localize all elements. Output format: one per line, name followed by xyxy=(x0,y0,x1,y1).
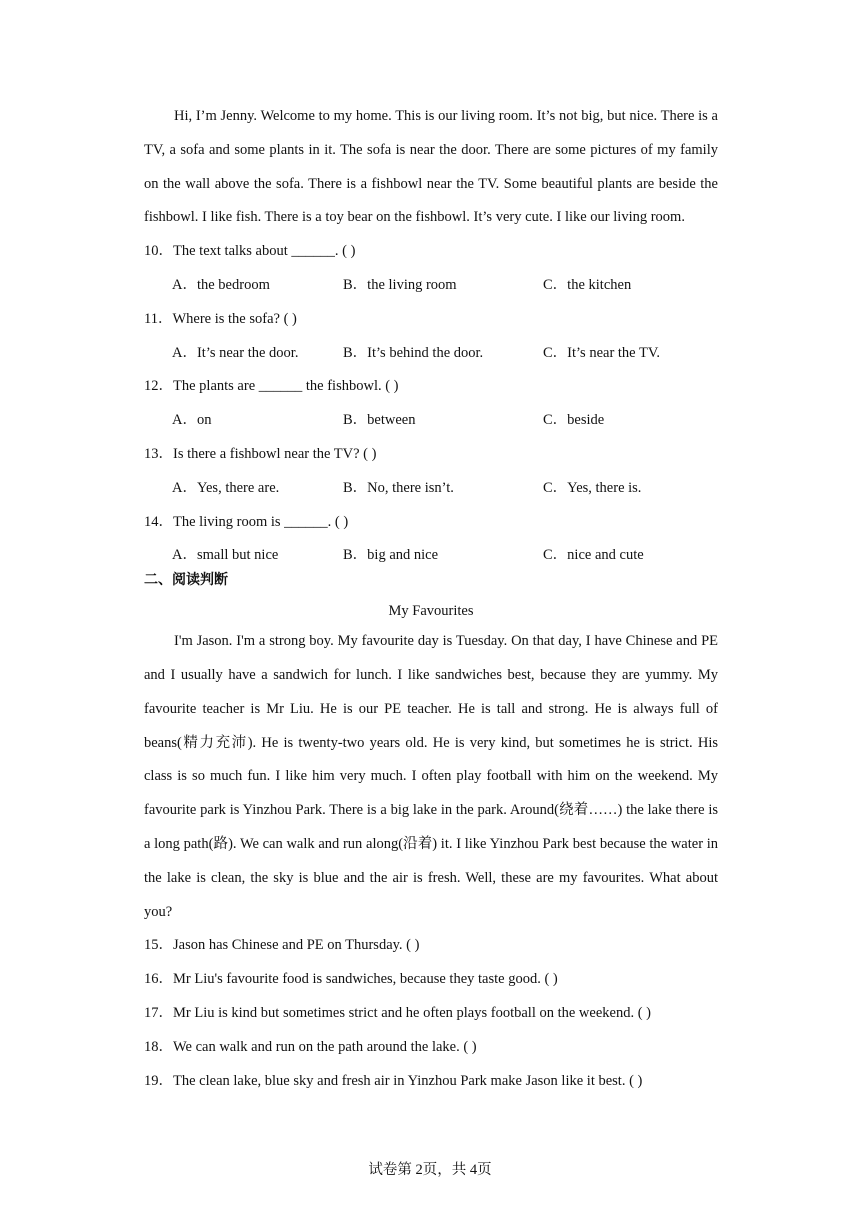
option-c: C．Yes, there is. xyxy=(543,479,642,496)
option-b: B．between xyxy=(343,412,416,429)
passage-jason: I'm Jason. I'm a strong boy. My favourite day is Tuesday. On that day, I have Chinese and PE and I usually have a sandwich for lunch. I like sandwiches best, because they are yummy. My favourite teacher is Mr Liu. He is our PE teacher. He is tall and strong. He is always full of beans(精力充沛). He is twenty-two years old. He is very kind, but sometimes he is strict. His class is so much fun. I like him very much. I often play football with him on the weekend. My favourite park is Yinzhou Park. There is a big lake in the park. Around(绕着……) the lake there is a long path(路). We can walk and run along(沿着) it. I like Yinzhou Park best because the water in the lake is clean, the sky is blue and the air is fresh. Well, these are my favourites. What about you? xyxy=(144,633,718,920)
options-11 xyxy=(144,337,718,371)
page-footer: 试卷第 2页，共 4页 xyxy=(368,1162,492,1178)
statement-17: 17．Mr Liu is kind but sometimes strict and he often plays football on the weekend. ( ) xyxy=(144,1004,651,1021)
option-b: B．It’s behind the door. xyxy=(343,344,484,361)
passage-jenny: Hi, I’m Jenny. Welcome to my home. This is our living room. It’s not big, but nice. There is a TV, a sofa and some plants in it. The sofa is near the door. There are some pictures of my family on the wall above the sofa. There is a fishbowl near the TV. Some beautiful plants are beside the fishbowl. I like fish. There is a toy bear on the fishbowl. It’s very cute. I like our living room. xyxy=(144,108,718,226)
option-c: C．It’s near the TV. xyxy=(543,344,661,361)
section-heading: 二、阅读判断 xyxy=(144,572,228,589)
option-b: B．big and nice xyxy=(343,547,439,564)
option-a: A．on xyxy=(172,412,212,429)
option-a: A．small but nice xyxy=(172,547,279,564)
statement-16: 16．Mr Liu's favourite food is sandwiches, because they taste good. ( ) xyxy=(144,971,558,988)
option-c: C．nice and cute xyxy=(543,547,644,564)
statement-19: 19．The clean lake, blue sky and fresh air in Yinzhou Park make Jason like it best. ( ) xyxy=(144,1072,643,1089)
option-c: C．the kitchen xyxy=(543,276,632,293)
option-a: A．Yes, there are. xyxy=(172,479,280,496)
question-12: 12．The plants are ______ the fishbowl. ( ) xyxy=(144,378,399,395)
question-11: 11．Where is the sofa? ( ) xyxy=(144,310,297,327)
options-13 xyxy=(144,472,718,506)
question-14: 14．The living room is ______. ( ) xyxy=(144,513,349,530)
passage-title: My Favourites xyxy=(388,603,474,620)
option-a: A．It’s near the door. xyxy=(172,344,299,361)
statement-18: 18．We can walk and run on the path around the lake. ( ) xyxy=(144,1038,477,1055)
statement-15: 15．Jason has Chinese and PE on Thursday. ( ) xyxy=(144,937,420,954)
option-c: C．beside xyxy=(543,412,605,429)
option-b: B．the living room xyxy=(343,276,457,293)
options-12 xyxy=(144,404,718,438)
options-10 xyxy=(144,269,718,303)
exam-page xyxy=(144,100,718,1098)
option-b: B．No, there isn’t. xyxy=(343,479,454,496)
question-10: 10．The text talks about ______. ( ) xyxy=(144,243,356,260)
question-13: 13．Is there a fishbowl near the TV? ( ) xyxy=(144,445,377,462)
options-14 xyxy=(144,539,718,573)
option-a: A．the bedroom xyxy=(172,276,270,293)
